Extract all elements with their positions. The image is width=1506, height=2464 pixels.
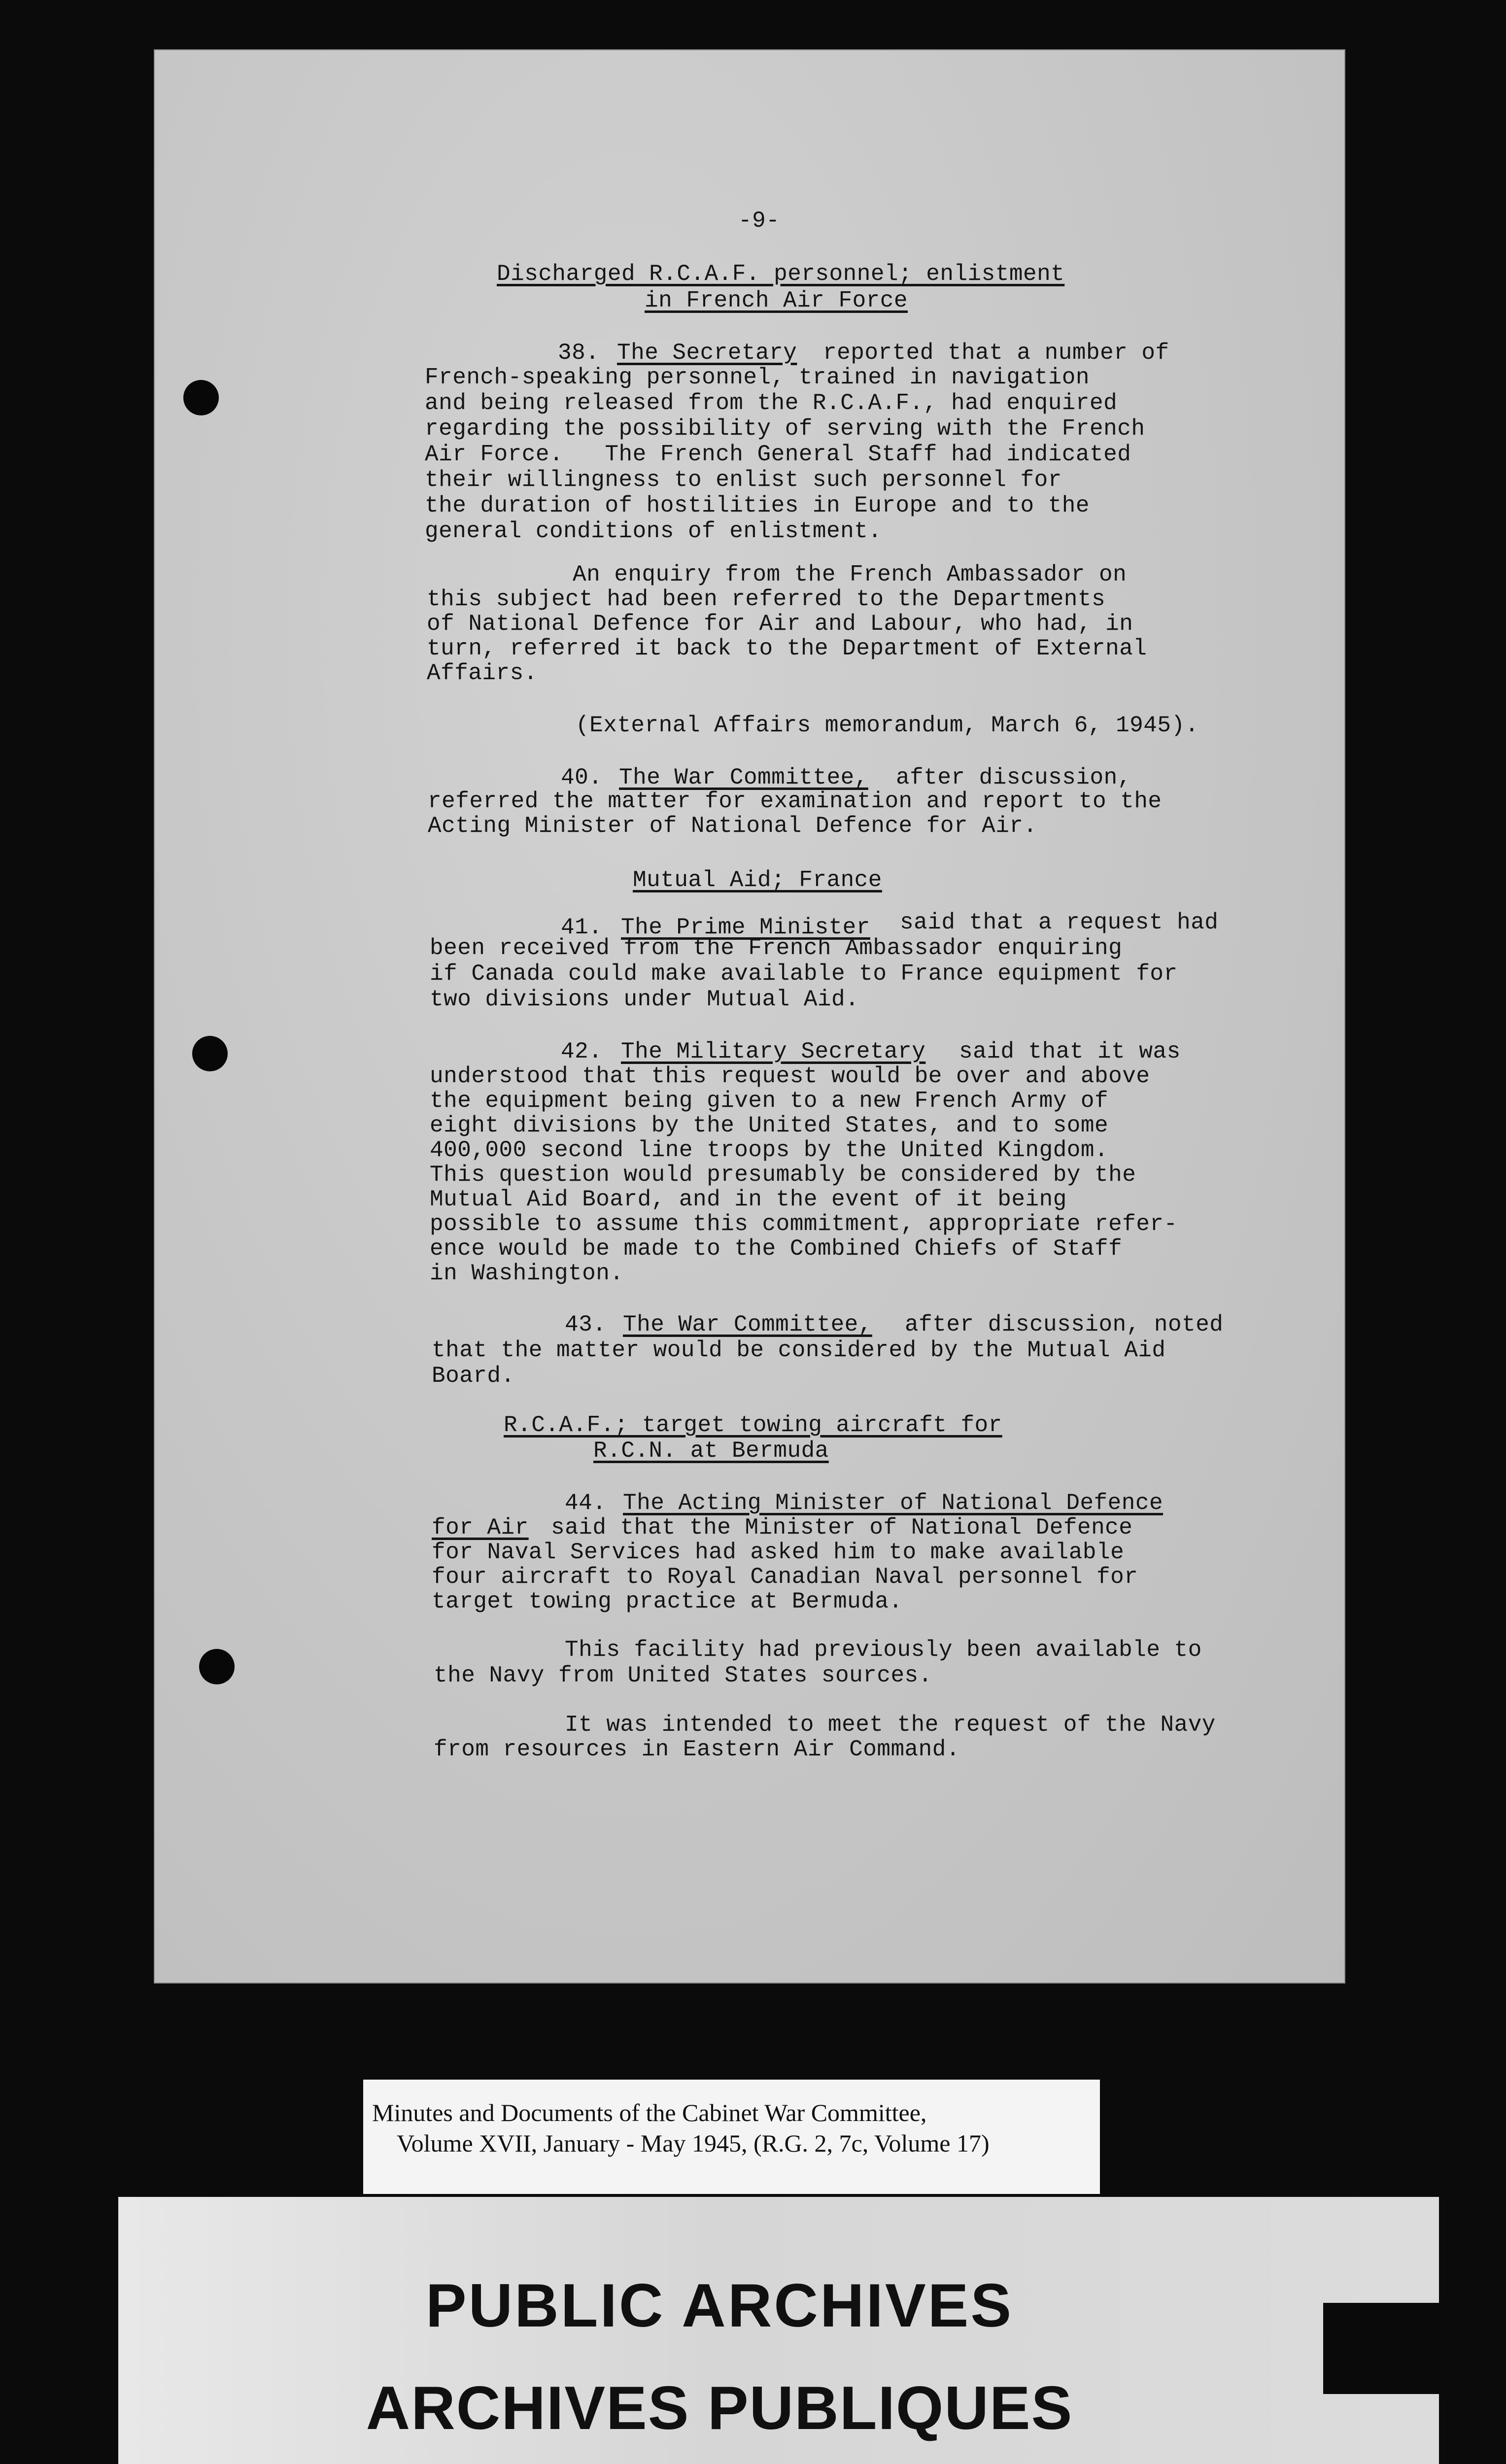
paragraph-number: 40.: [561, 765, 603, 790]
paragraph-text: French-speaking personnel, trained in navigation: [425, 365, 1090, 390]
paragraph-number: 41.: [561, 915, 603, 940]
paragraph-text: Board.: [432, 1363, 515, 1389]
paragraph-text: Mutual Aid Board, and in the event of it being: [430, 1187, 1067, 1212]
paragraph-subject: The Military Secretary: [621, 1039, 926, 1064]
paragraph-text: ence would be made to the Combined Chiefs of Staff: [430, 1236, 1123, 1262]
archives-line: PUBLIC ARCHIVES: [425, 2272, 1014, 2340]
paragraph-text: This facility had previously been available to: [565, 1637, 1202, 1663]
paragraph-text: said that a request had: [900, 910, 1219, 935]
paragraph-text: It was intended to meet the request of the Navy: [565, 1712, 1216, 1738]
paragraph-subject: The Prime Minister: [621, 915, 870, 940]
paragraph-text: regarding the possibility of serving with the French: [425, 416, 1145, 442]
section-title: R.C.A.F.; target towing aircraft for: [504, 1412, 1002, 1438]
paragraph-text: eight divisions by the United States, and to some: [430, 1113, 1109, 1138]
source-label-line: Minutes and Documents of the Cabinet War Committee,: [372, 2099, 927, 2126]
paragraph-text: four aircraft to Royal Canadian Naval personnel for: [432, 1564, 1138, 1590]
paragraph-text: two divisions under Mutual Aid.: [430, 987, 859, 1012]
paragraph-text: reported that a number of: [823, 340, 1169, 366]
paragraph-text: in Washington.: [430, 1261, 624, 1286]
paragraph-text: their willingness to enlist such personnel for: [425, 467, 1062, 493]
paragraph-text: after discussion,: [896, 765, 1131, 790]
plate-tab: [1323, 2303, 1439, 2394]
paragraph-text: the Navy from United States sources.: [434, 1663, 932, 1688]
paragraph-text: after discussion, noted: [905, 1312, 1224, 1337]
paragraph-text: Affairs.: [427, 660, 538, 686]
paragraph-text: been received from the French Ambassador enquiring: [430, 935, 1123, 961]
paragraph-text: said that the Minister of National Defence: [551, 1515, 1133, 1540]
page-number: -9-: [738, 208, 780, 234]
paragraph-text: if Canada could make available to France equipment for: [430, 961, 1178, 987]
paragraph-text: this subject had been referred to the Departments: [427, 586, 1106, 612]
paragraph-text: turn, referred it back to the Department of External: [427, 636, 1147, 661]
paragraph-text: target towing practice at Bermuda.: [432, 1589, 903, 1614]
paragraph-text: An enquiry from the French Ambassador on: [573, 562, 1127, 587]
paragraph-subject: The War Committee,: [623, 1312, 872, 1337]
paragraph-number: 43.: [565, 1312, 607, 1337]
paragraph-number: 42.: [561, 1039, 603, 1064]
paragraph-text: and being released from the R.C.A.F., had enquired: [425, 390, 1118, 416]
paragraph-number: 38.: [558, 340, 600, 366]
source-label-line: Volume XVII, January - May 1945, (R.G. 2, 7c, Volume 17): [397, 2129, 990, 2157]
archives-line: ARCHIVES PUBLIQUES: [366, 2374, 1073, 2442]
archives-plate: [118, 2197, 1439, 2464]
paragraph-text: Air Force. The French General Staff had indicated: [425, 442, 1131, 467]
paragraph-number: 44.: [565, 1490, 607, 1516]
paragraph-text: 400,000 second line troops by the United Kingdom.: [430, 1137, 1109, 1163]
paragraph-text: for Naval Services had asked him to make available: [432, 1540, 1125, 1565]
paragraph-subject: The Acting Minister of National Defence: [623, 1490, 1164, 1516]
paragraph-subject: for Air: [432, 1515, 529, 1540]
paragraph-text: the duration of hostilities in Europe and to the: [425, 493, 1090, 518]
punch-hole: [192, 1036, 228, 1071]
paragraph-text: that the matter would be considered by the Mutual Aid: [432, 1337, 1166, 1363]
paragraph-subject: The Secretary: [617, 340, 797, 366]
section-title: R.C.N. at Bermuda: [593, 1438, 829, 1464]
paragraph-text: of National Defence for Air and Labour, who had, in: [427, 611, 1133, 637]
paragraph-text: said that it was: [959, 1039, 1181, 1064]
reference-note: (External Affairs memorandum, March 6, 1945).: [576, 713, 1199, 738]
section-title: in French Air Force: [645, 288, 908, 313]
paragraph-text: possible to assume this commitment, appropriate refer-: [430, 1211, 1178, 1237]
paragraph-text: understood that this request would be over and above: [430, 1063, 1150, 1089]
paragraph-text: general conditions of enlistment.: [425, 518, 882, 544]
paragraph-subject: The War Committee,: [619, 765, 868, 790]
paragraph-text: the equipment being given to a new French Army of: [430, 1088, 1109, 1114]
paragraph-text: referred the matter for examination and report to the: [428, 788, 1162, 814]
paragraph-text: This question would presumably be considered by the: [430, 1162, 1136, 1188]
source-label: [363, 2080, 1100, 2194]
section-title: Mutual Aid; France: [633, 867, 882, 893]
document-page: [154, 49, 1345, 1984]
paragraph-text: from resources in Eastern Air Command.: [434, 1737, 960, 1762]
paragraph-text: Acting Minister of National Defence for Air.: [428, 813, 1037, 839]
punch-hole: [183, 380, 219, 415]
section-title: Discharged R.C.A.F. personnel; enlistment: [497, 261, 1065, 287]
punch-hole: [199, 1649, 235, 1684]
